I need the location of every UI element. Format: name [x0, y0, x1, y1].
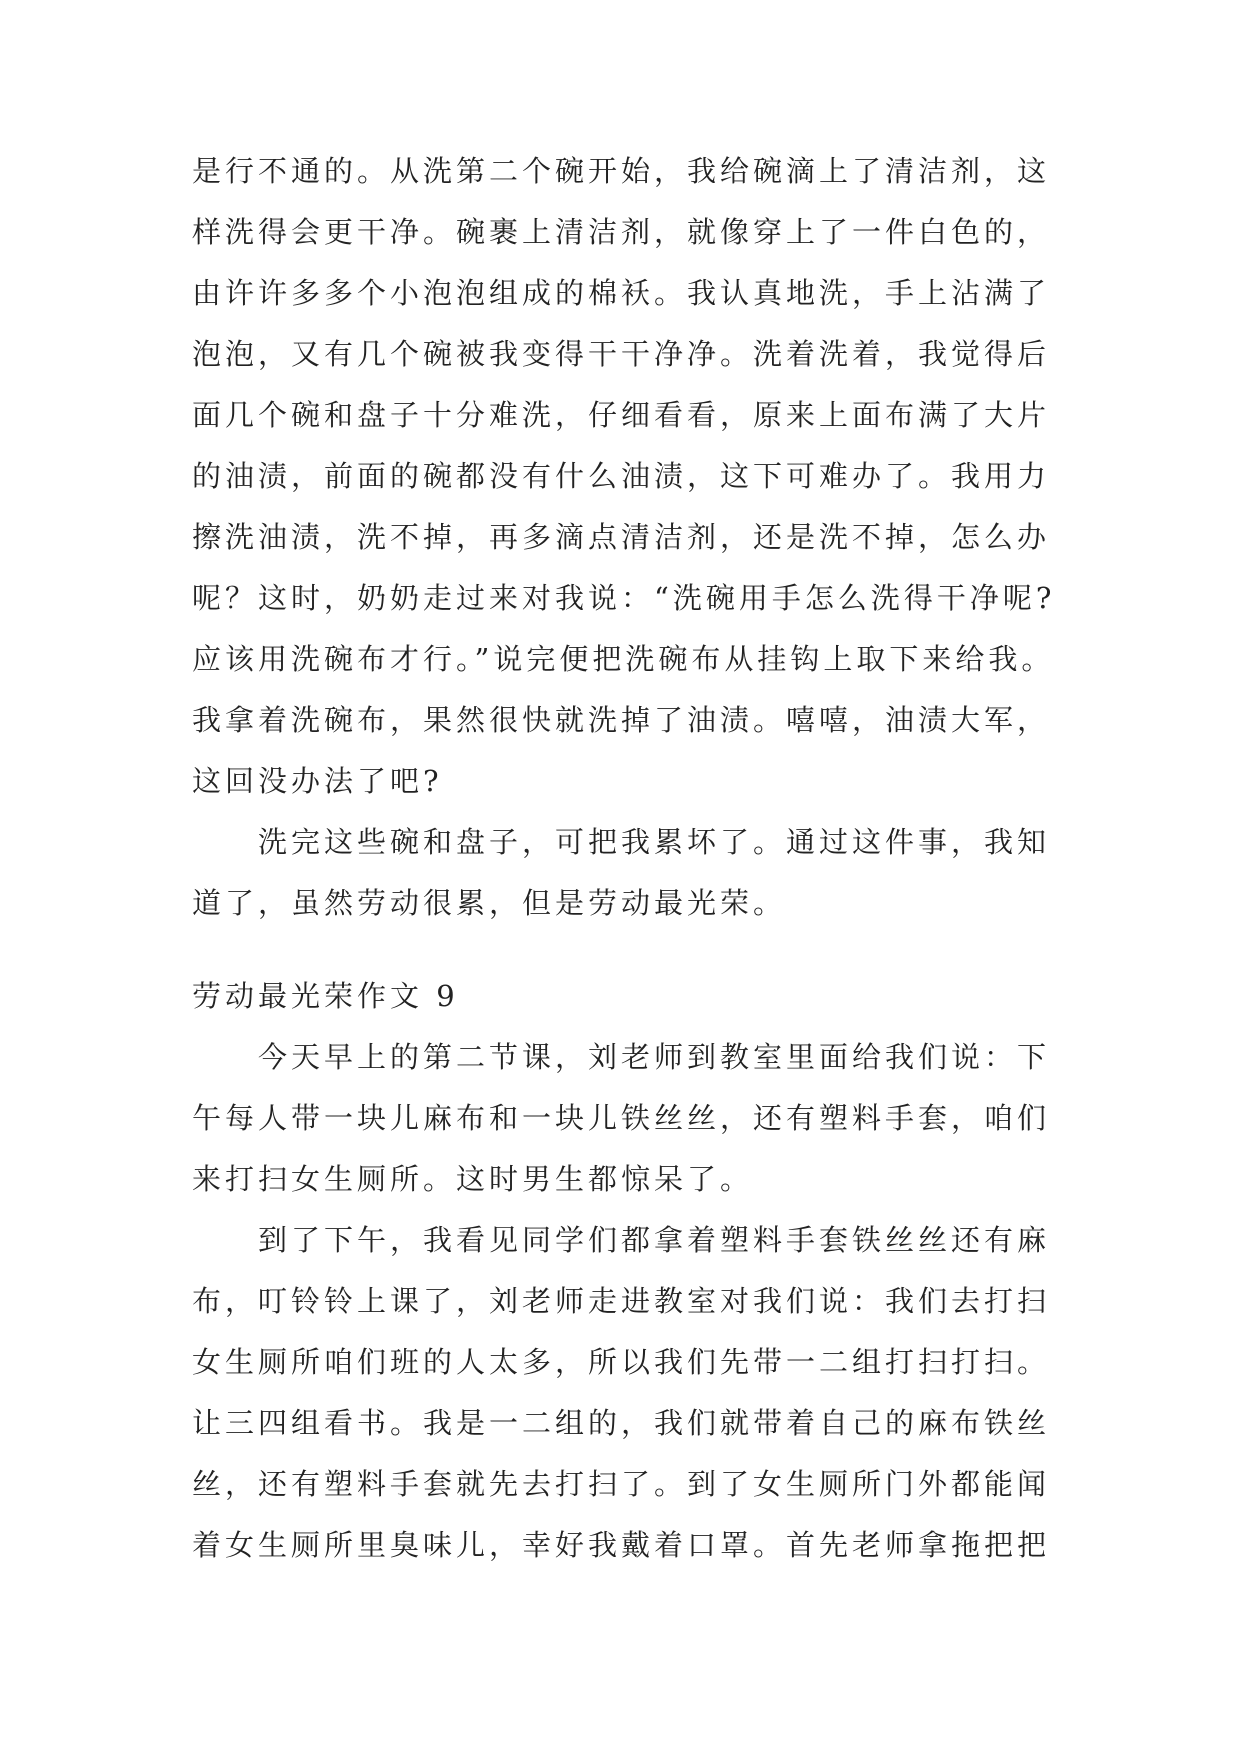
text-line: 泡泡，又有几个碗被我变得干干净净。洗着洗着，我觉得后 — [192, 337, 1051, 371]
paragraph-intro — [192, 1027, 1062, 1210]
text-line: 女生厕所咱们班的人太多，所以我们先带一二组打扫打扫。 — [192, 1345, 1051, 1379]
text-line: 应该用洗碗布才行。”说完便把洗碗布从挂钩上取下来给我。 — [192, 642, 1055, 676]
paragraph-conclusion — [192, 812, 1062, 934]
text-line: 着女生厕所里臭味儿，幸好我戴着口罩。首先老师拿拖把把 — [192, 1528, 1051, 1562]
text-line: 今天早上的第二节课，刘老师到教室里面给我们说：下 — [258, 1040, 1051, 1074]
text-line: 布，叮铃铃上课了，刘老师走进教室对我们说：我们去打扫 — [192, 1284, 1051, 1318]
paragraph-afternoon — [192, 1210, 1062, 1576]
text-line: 午每人带一块儿麻布和一块儿铁丝丝，还有塑料手套，咱们 — [192, 1101, 1051, 1135]
text-line: 面几个碗和盘子十分难洗，仔细看看，原来上面布满了大片 — [192, 398, 1051, 432]
section-title-block — [192, 966, 1062, 1027]
text-line: 呢？这时，奶奶走过来对我说：“洗碗用手怎么洗得干净呢? — [192, 581, 1056, 615]
text-line: 到了下午，我看见同学们都拿着塑料手套铁丝丝还有麻 — [258, 1223, 1051, 1257]
section-title: 劳动最光荣作文 9 — [192, 979, 459, 1013]
text-line: 让三四组看书。我是一二组的，我们就带着自己的麻布铁丝 — [192, 1406, 1051, 1440]
text-line: 擦洗油渍，洗不掉，再多滴点清洁剂，还是洗不掉，怎么办 — [192, 520, 1051, 554]
text-line: 来打扫女生厕所。这时男生都惊呆了。 — [192, 1162, 754, 1196]
text-line: 道了，虽然劳动很累，但是劳动最光荣。 — [192, 886, 787, 920]
paragraph-continued — [192, 141, 1062, 812]
text-line: 的油渍，前面的碗都没有什么油渍，这下可难办了。我用力 — [192, 459, 1051, 493]
text-line: 样洗得会更干净。碗裹上清洁剂，就像穿上了一件白色的， — [192, 215, 1051, 249]
text-line: 我拿着洗碗布，果然很快就洗掉了油渍。嘻嘻，油渍大军， — [192, 703, 1051, 737]
text-line: 这回没办法了吧? — [192, 764, 443, 798]
text-line: 是行不通的。从洗第二个碗开始，我给碗滴上了清洁剂，这 — [192, 154, 1051, 188]
text-line: 丝，还有塑料手套就先去打扫了。到了女生厕所门外都能闻 — [192, 1467, 1051, 1501]
text-line: 洗完这些碗和盘子，可把我累坏了。通过这件事，我知 — [258, 825, 1051, 859]
text-line: 由许许多多个小泡泡组成的棉袄。我认真地洗，手上沾满了 — [192, 276, 1051, 310]
